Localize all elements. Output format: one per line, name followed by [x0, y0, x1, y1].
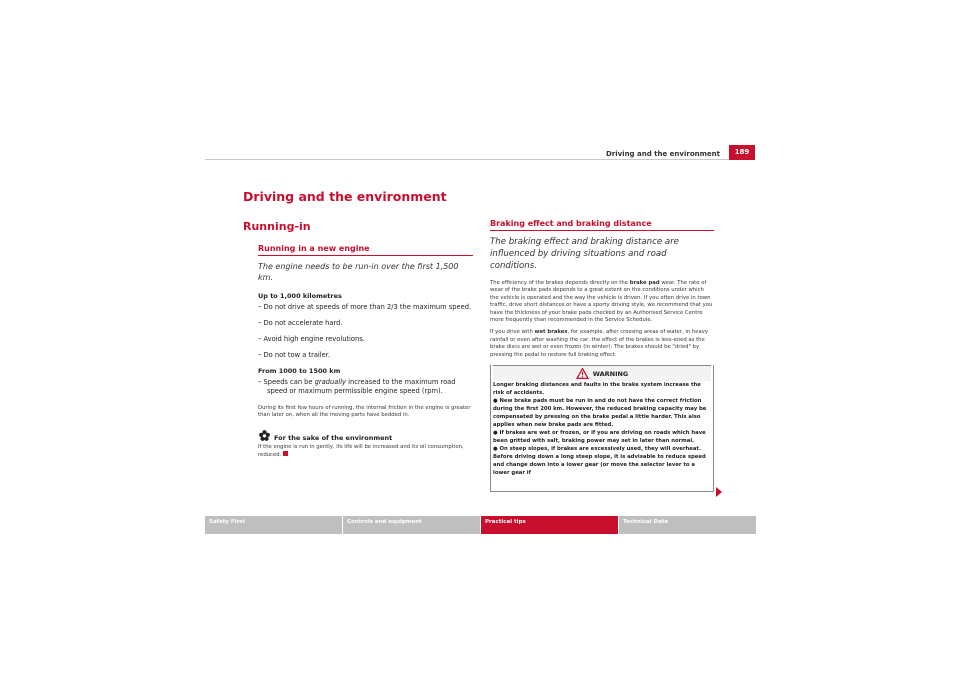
arrow-right-icon	[716, 487, 722, 497]
right-intro: The braking effect and braking distance are influenced by driving situations and road conditions.	[490, 237, 679, 271]
block1-heading: Up to 1,000 kilometres	[258, 292, 342, 300]
list-item: – Avoid high engine revolutions.	[258, 335, 365, 343]
brake-pad-paragraph: The efficiency of the brakes depends directly on the brake pad wear. The rate of wear of the brake pads depends to a great extent on the conditions under which the vehicle is operated and the way the vehicle is driven. If you often drive in town traffic, drive short distances or have a sporty driving style, we recommend that you have the thickness of your brake pads checked by an Authorised Service Centre more frequently than recommended in the Service Schedule.	[490, 280, 713, 324]
footer-tab-practical[interactable]: Practical tips	[481, 516, 618, 534]
list-item: – Do not accelerate hard.	[258, 319, 343, 327]
page-number: 189	[729, 145, 755, 160]
wet-brakes-paragraph: If you drive with wet brakes, for example, after crossing areas of water, in heavy rainfall or even after washing the car, the effect of the brakes is less-ened as the brake discs are wet or even frozen (in winter): The brakes should be "dried" by pressing the pedal to restore full braking effect.	[490, 329, 708, 358]
warning-intro: Longer braking distances and faults in the brake system increase the risk of accidents.	[493, 382, 701, 397]
running-header: Driving and the environment	[605, 150, 720, 158]
right-subheading: Braking effect and braking distance	[490, 219, 714, 231]
footer-tab-safety[interactable]: Safety First	[205, 516, 342, 534]
end-square-icon	[283, 451, 288, 456]
left-subheading: Running in a new engine	[258, 244, 473, 256]
right-column	[490, 219, 714, 492]
chapter-title: Driving and the environment	[243, 189, 447, 204]
warning-bullet: ● If brakes are wet or frozen, or if you are driving on roads which have been gritted with salt, braking power may set in later than normal.	[493, 430, 706, 445]
flower-icon	[258, 429, 271, 442]
list-item: – Do not drive at speeds of more than 2/3 the maximum speed.	[258, 303, 472, 311]
left-intro: The engine needs to be run-in over the first 1,500 km.	[258, 262, 459, 282]
warning-bullet: ● New brake pads must be run in and do not have the correct friction during the first 200 km. However, the reduced braking capacity may be compensated by pressing on the brake pedal a little harder. This also applies when new brake pads are fitted.	[493, 398, 707, 429]
warning-bullet: ● On steep slopes, if brakes are excessively used, they will overheat. Before driving down a long steep slope, it is advisable to reduce speed and change down into a lower gear (or move the selector lever to a lower gear if	[493, 446, 706, 477]
footer-tab-controls[interactable]: Controls and equipment	[343, 516, 480, 534]
environment-heading: For the sake of the environment	[258, 429, 473, 442]
block2-heading: From 1000 to 1500 km	[258, 367, 341, 375]
section-title: Running-in	[243, 220, 311, 233]
environment-text: If the engine is run in gently, its life will be increased and its oil consumption, reduced.	[258, 443, 464, 459]
list-item: – Do not tow a trailer.	[258, 351, 331, 359]
header-rule	[205, 159, 755, 160]
warning-header: WARNING	[493, 365, 711, 381]
list-item: – Speeds can be gradually increased to the maximum road speed or maximum permissible engine speed (rpm).	[258, 378, 456, 395]
running-in-paragraph: During its first few hours of running, the internal friction in the engine is greater than later on, when all the moving parts have bedded in.	[258, 405, 471, 419]
warning-box	[490, 365, 714, 492]
left-column	[258, 244, 473, 465]
footer-tab-technical[interactable]: Technical Data	[619, 516, 756, 534]
warning-triangle-icon	[576, 368, 589, 379]
